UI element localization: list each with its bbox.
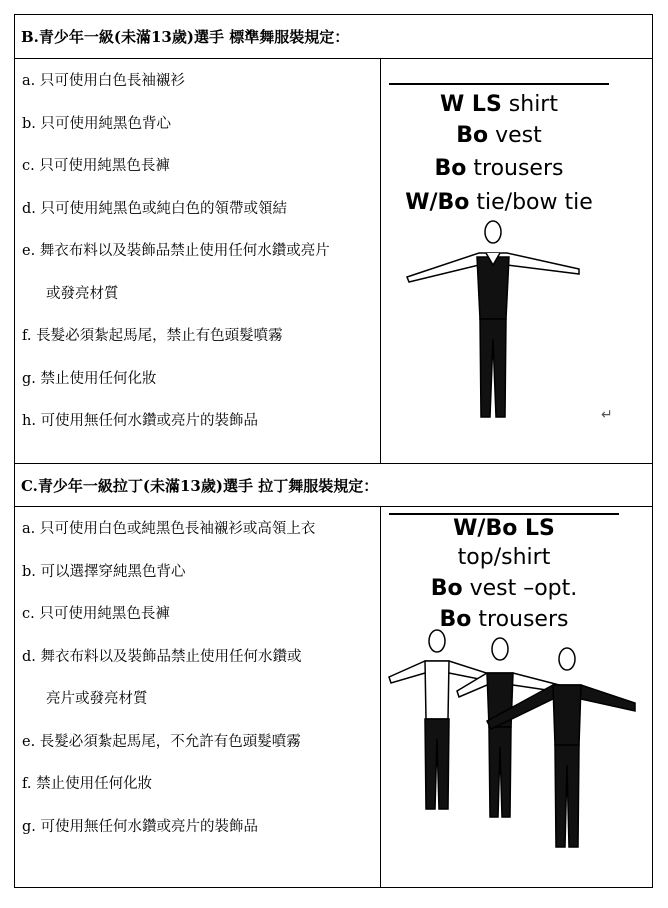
- fig-c-line3: vest –opt.: [462, 576, 578, 601]
- list-item: g. 禁止使用任何化妝: [22, 370, 157, 387]
- list-item: a. 只可使用白色或純黑色長袖襯衫或高領上衣: [22, 521, 316, 537]
- svg-text:Bo trousers: [435, 156, 564, 181]
- fig-b-line2: vest: [488, 123, 542, 148]
- list-item: h. 可使用無任何水鑽或亮片的裝飾品: [22, 413, 259, 429]
- dress-code-table: [14, 14, 653, 888]
- latin-dress-figure: [387, 509, 637, 849]
- svg-text:W/Bo tie/bow tie: [405, 190, 593, 215]
- svg-text:Bo vest –opt.: [431, 576, 578, 601]
- list-item: e. 舞衣布料以及裝飾品禁止使用任何水鑽或亮片: [22, 243, 330, 259]
- section-b-title: B.青少年一級(未滿13歲)選手 標準舞服裝規定：: [15, 15, 652, 59]
- svg-text:Bo vest: [456, 123, 542, 148]
- latin-dancers-icon: [389, 630, 635, 847]
- section-b-rules: [22, 60, 330, 443]
- fig-b-line2-bold: Bo: [456, 123, 489, 148]
- list-item: 亮片或發亮材質: [46, 691, 148, 707]
- fig-b-line4-bold: W/Bo: [405, 190, 470, 215]
- list-item: g. 可使用無任何水鑽或亮片的裝飾品: [22, 818, 258, 835]
- svg-text:W LS shirt: [440, 92, 558, 117]
- fig-c-line1: W/Bo LS: [453, 516, 555, 541]
- list-item: d. 舞衣布料以及裝飾品禁止使用任何水鑽或: [22, 648, 302, 665]
- svg-text:Bo trousers: [440, 607, 569, 632]
- list-item: a. 只可使用白色長袖襯衫: [22, 73, 185, 89]
- standard-dress-figure: [387, 79, 623, 419]
- list-item: 或發亮材質: [46, 285, 119, 302]
- column-divider-b: [380, 59, 381, 463]
- fig-b-line3-bold: Bo: [434, 156, 467, 181]
- fig-b-line4: tie/bow tie: [469, 190, 593, 215]
- fig-c-line3-bold: Bo: [430, 576, 463, 601]
- fig-c-line2: top/shirt: [457, 545, 551, 570]
- list-item: b. 只可使用純黑色背心: [22, 115, 171, 132]
- fig-c-line4: trousers: [471, 607, 569, 632]
- column-divider-c: [380, 507, 381, 887]
- list-item: f. 長髮必須紮起馬尾，禁止有色頭髮噴霧: [22, 328, 283, 344]
- list-item: b. 可以選擇穿純黑色背心: [22, 563, 186, 580]
- section-c-rules: [22, 508, 315, 848]
- list-item: e. 長髮必須紮起馬尾，不允許有色頭髮噴霧: [22, 733, 301, 750]
- fig-b-line3: trousers: [466, 156, 564, 181]
- fig-c-line4-bold: Bo: [439, 607, 472, 632]
- list-item: d. 只可使用純黑色或純白色的領帶或領結: [22, 200, 287, 217]
- fig-b-line1-bold: W LS: [440, 92, 502, 117]
- section-c-title: C.青少年一級拉丁(未滿13歲)選手 拉丁舞服裝規定：: [15, 463, 652, 507]
- fig-b-line1: shirt: [501, 92, 558, 117]
- list-item: f. 禁止使用任何化妝: [22, 776, 153, 792]
- list-item: c. 只可使用純黑色長褲: [22, 158, 170, 174]
- list-item: c. 只可使用純黑色長褲: [22, 606, 170, 622]
- return-arrow-icon: ↵: [601, 407, 613, 419]
- standard-dancer-icon: [407, 221, 579, 417]
